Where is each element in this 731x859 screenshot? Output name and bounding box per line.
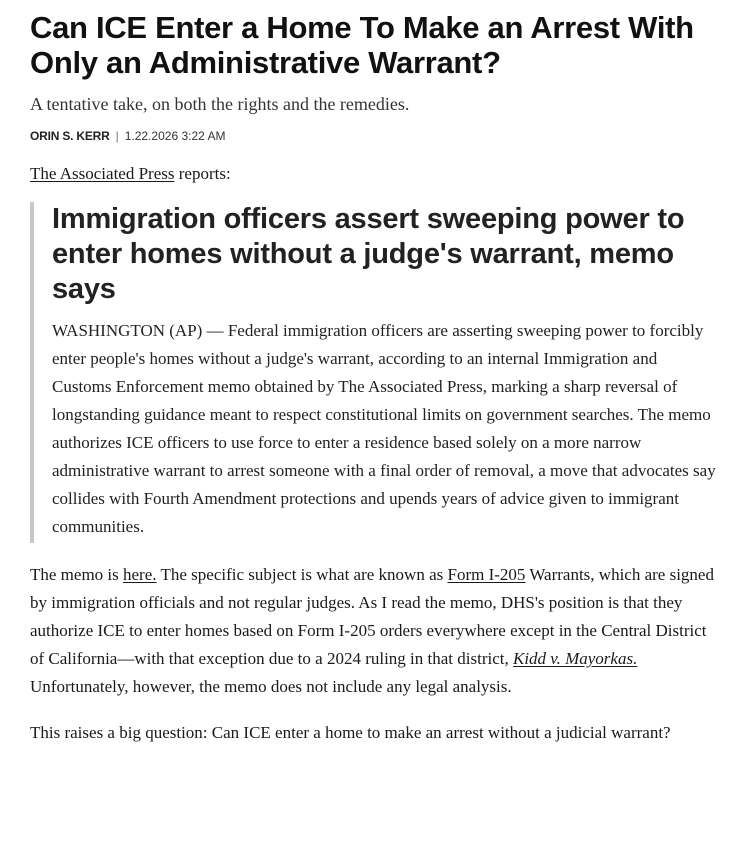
memo-text-3: Warrants, which are signed by immigration officials and not regular judges. As I read the memo, DHS's position is that they authorize ICE to enter homes based on Form I-205 orders everywhere except in the Central District of California—with that exception due to a 2024 ruling in that district, <box>30 565 714 668</box>
form-i205-link[interactable]: Form I-205 <box>447 565 526 584</box>
memo-paragraph <box>30 561 720 701</box>
article <box>30 10 720 747</box>
memo-text-2: The specific subject is what are known as <box>156 565 448 584</box>
memo-link[interactable]: here. <box>123 565 157 584</box>
memo-text-4: Unfortunately, however, the memo does not include any legal analysis. <box>30 677 512 696</box>
intro-text: reports: <box>174 164 231 183</box>
blockquote <box>30 202 720 543</box>
quote-body: WASHINGTON (AP) — Federal immigration officers are asserting sweeping power to forcibly enter people's homes without a judge's warrant, according to an internal Immigration and Customs Enforcement memo obtained by The Associated Press, marking a sharp reversal of longstanding guidance meant to respect constitutional limits on government searches. The memo authorizes ICE officers to use force to enter a residence based solely on a more narrow administrative warrant to arrest someone with a final order of removal, a move that advocates say collides with Fourth Amendment protections and upends years of advice given to immigrant communities. <box>52 321 716 536</box>
ap-source-link[interactable]: The Associated Press <box>30 164 175 183</box>
byline-separator: | <box>115 129 119 143</box>
article-title: Can ICE Enter a Home To Make an Arrest With Only an Administrative Warrant? <box>30 10 694 80</box>
kidd-case-link[interactable]: Kidd v. Mayorkas. <box>512 649 638 668</box>
article-subtitle: A tentative take, on both the rights and the remedies. <box>30 94 410 114</box>
memo-text-1: The memo is <box>30 565 124 584</box>
publish-date: 1.22.2026 3:22 AM <box>124 129 226 143</box>
byline <box>30 128 720 144</box>
intro-paragraph <box>30 160 720 188</box>
quote-heading: Immigration officers assert sweeping power to enter homes without a judge's warrant, memo says <box>52 203 685 305</box>
author-link[interactable]: ORIN S. KERR <box>30 129 110 143</box>
question-paragraph: This raises a big question: Can ICE enter a home to make an arrest without a judicial warrant? <box>30 723 671 742</box>
